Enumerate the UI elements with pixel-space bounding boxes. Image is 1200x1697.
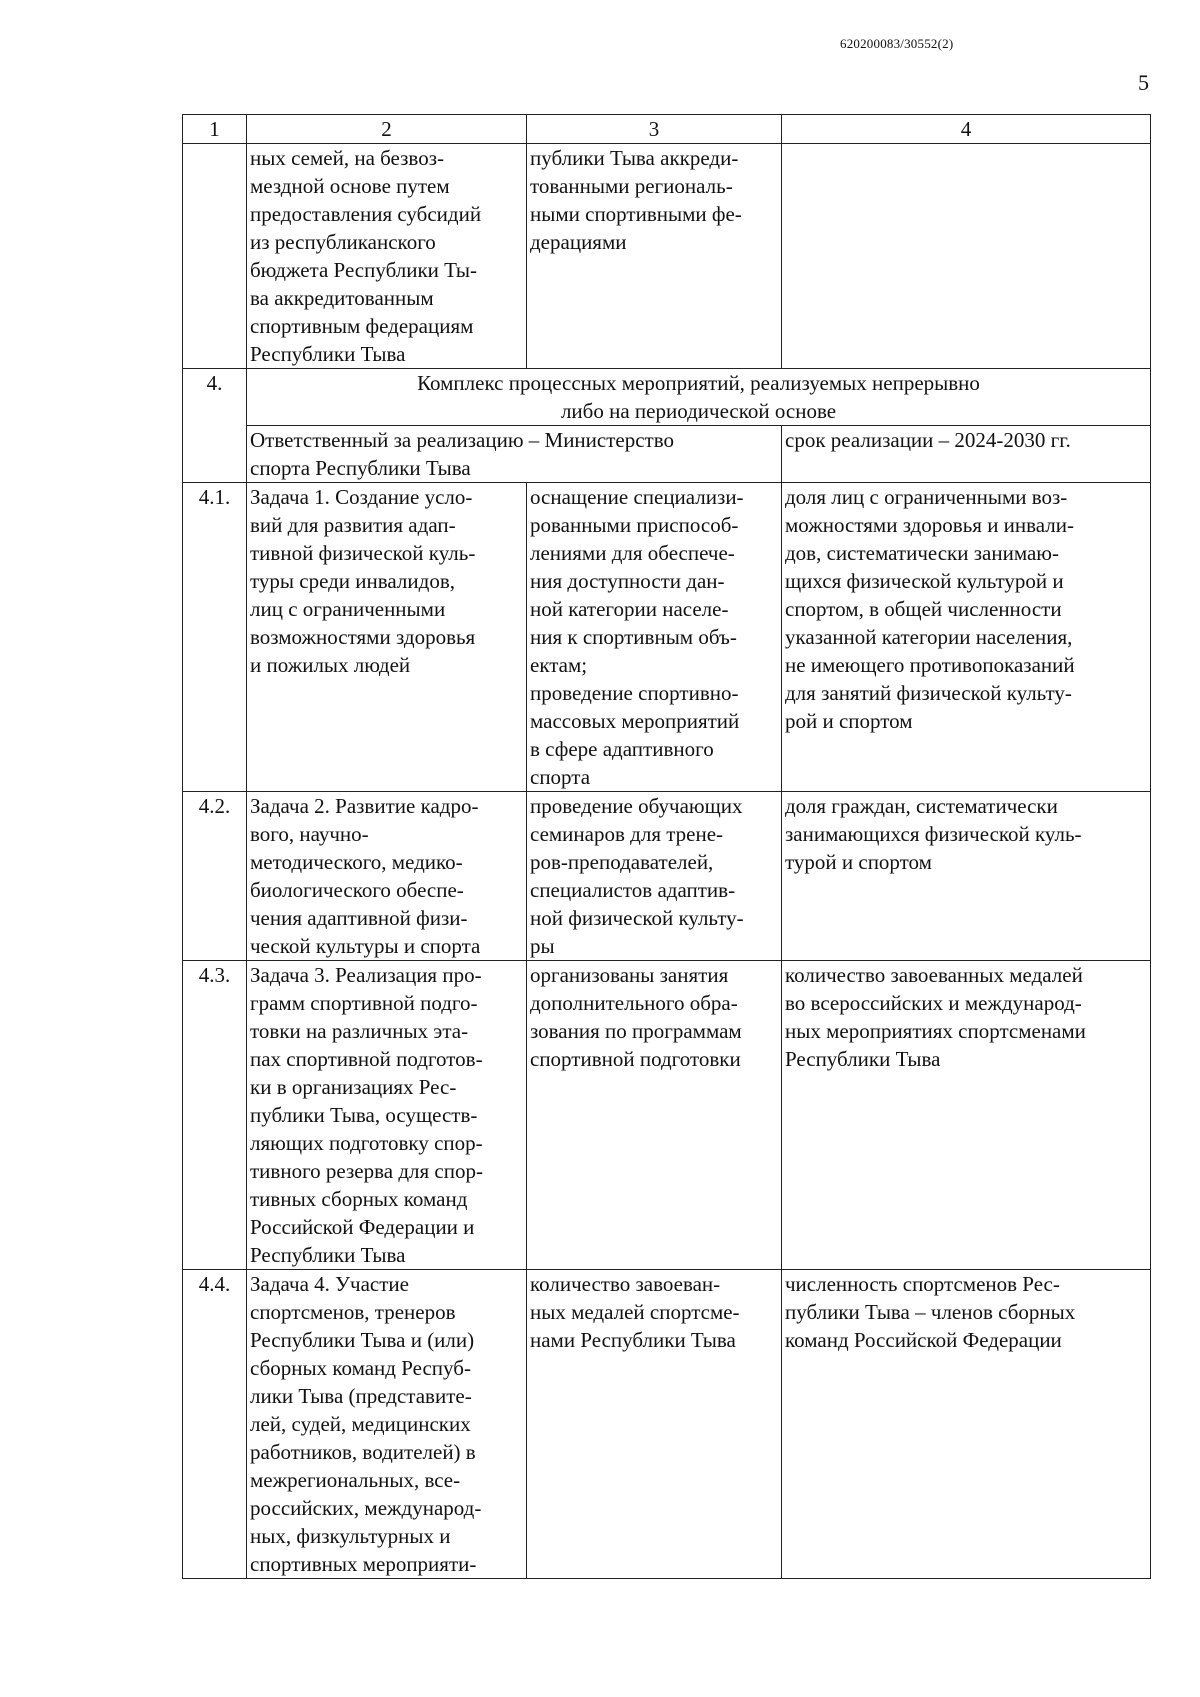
- row-number: [183, 144, 247, 369]
- indicator-cell: количество завоеванных медалей во всероссийских и международ- ных мероприятиях спортсменами Республики Тыва: [782, 961, 1151, 1270]
- measures-table: [182, 114, 1151, 1579]
- table-row: [183, 144, 1151, 369]
- column-number: 2: [247, 115, 527, 144]
- section-responsible-row: [183, 426, 1151, 483]
- task-cell: Задача 2. Развитие кадро- вого, научно- методического, медико- биологического обеспе- чения адаптивной физи- ческой культуры и спорта: [247, 792, 527, 961]
- result-cell: проведение обучающих семинаров для трене- ров-преподавателей, специалистов адаптив- ной физической культу- ры: [527, 792, 782, 961]
- task-cell: Задача 3. Реализация про- грамм спортивной подго- товки на различных эта- пах спортивной подготов- ки в организациях Рес- публики Тыва, осуществ- ляющих подготовку спор- тивного резерва для спор- тивных сборных команд Российской Федерации и Республики Тыва: [247, 961, 527, 1270]
- indicator-cell: [782, 144, 1151, 369]
- column-number-row: [183, 115, 1151, 144]
- row-number: 4.2.: [183, 792, 247, 961]
- responsible-cell: Ответственный за реализацию – Министерство спорта Республики Тыва: [247, 426, 782, 483]
- indicator-cell: доля лиц с ограниченными воз- можностями здоровья и инвали- дов, систематически занимаю- щихся физической культурой и спортом, в общей численности указанной категории населения, не имеющего противопоказаний для занятий физической культу- рой и спортом: [782, 483, 1151, 792]
- task-cell: Задача 4. Участие спортсменов, тренеров Республики Тыва и (или) сборных команд Респуб- лики Тыва (представите- лей, судей, медицинских работников, водителей) в межрегиональных, все- российских, международ- ных, физкультурных и спортивных мероприяти-: [247, 1270, 527, 1579]
- indicator-cell: доля граждан, систематически занимающихся физической куль- турой и спортом: [782, 792, 1151, 961]
- task-cell: ных семей, на безвоз- мездной основе путем предоставления субсидий из республиканского бюджета Республики Ты- ва аккредитованным спортивным федерациям Республики Тыва: [247, 144, 527, 369]
- indicator-cell: численность спортсменов Рес- публики Тыва – членов сборных команд Российской Федерации: [782, 1270, 1151, 1579]
- section-row: [183, 369, 1151, 426]
- table-row: [183, 792, 1151, 961]
- document-id: 620200083/30552(2): [840, 36, 954, 51]
- column-number: 3: [527, 115, 782, 144]
- table-row: [183, 1270, 1151, 1579]
- table-row: [183, 483, 1151, 792]
- term-cell: срок реализации – 2024-2030 гг.: [782, 426, 1151, 483]
- section-number: 4.: [183, 369, 247, 483]
- section-title: Комплекс процессных мероприятий, реализуемых непрерывно либо на периодической основе: [247, 369, 1151, 426]
- row-number: 4.3.: [183, 961, 247, 1270]
- column-number: 1: [183, 115, 247, 144]
- row-number: 4.1.: [183, 483, 247, 792]
- task-cell: Задача 1. Создание усло- вий для развития адап- тивной физической куль- туры среди инвалидов, лиц с ограниченными возможностями здоровья и пожилых людей: [247, 483, 527, 792]
- result-cell: публики Тыва аккреди- тованными региональ- ными спортивными фе- дерациями: [527, 144, 782, 369]
- column-number: 4: [782, 115, 1151, 144]
- row-number: 4.4.: [183, 1270, 247, 1579]
- result-cell: количество завоеван- ных медалей спортсме- нами Республики Тыва: [527, 1270, 782, 1579]
- result-cell: оснащение специализи- рованными приспособ- лениями для обеспече- ния доступности дан- ной категории населе- ния к спортивным объ- ектам; проведение спортивно- массовых мероприятий в сфере адаптивного спорта: [527, 483, 782, 792]
- table-row: [183, 961, 1151, 1270]
- page-number: 5: [1138, 70, 1149, 95]
- result-cell: организованы занятия дополнительного обра- зования по программам спортивной подготовки: [527, 961, 782, 1270]
